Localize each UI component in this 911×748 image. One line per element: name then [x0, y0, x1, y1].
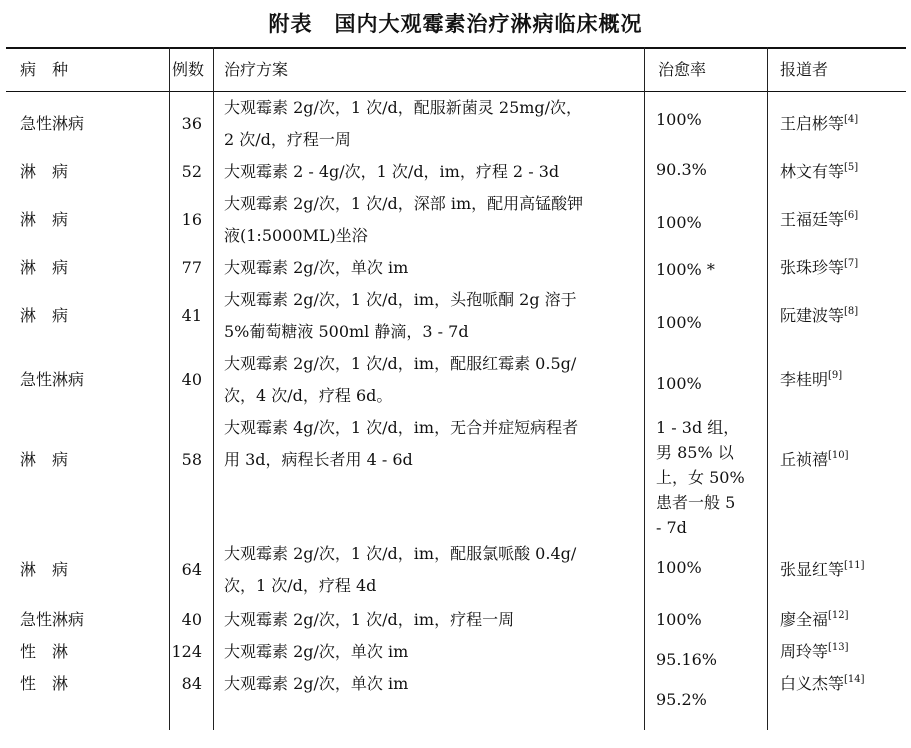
row-rate-line: 男 85% 以 [656, 443, 734, 462]
reference-marker: [4] [844, 114, 859, 125]
row-rate-line: 上，女 50% [656, 468, 745, 487]
row-rate: 100% [656, 374, 702, 393]
header-reporter: 报道者 [780, 60, 829, 79]
row-reporter: 林文有等[5] [780, 162, 859, 181]
header-regimen: 治疗方案 [224, 60, 289, 79]
row-cases: 124 [171, 642, 202, 661]
reference-marker: [11] [844, 560, 865, 571]
row-cases: 77 [181, 258, 202, 277]
row-cases: 84 [181, 674, 202, 693]
row-regimen-line: 大观霉素 4g/次，1 次/d，im，无合并症短病程者 [224, 418, 579, 437]
row-reporter: 张显红等[11] [780, 560, 865, 579]
row-regimen-line: 大观霉素 2g/次，1 次/d，im，头孢哌酮 2g 溶于 [224, 290, 577, 309]
column-divider [644, 47, 645, 730]
row-rate: 100% * [656, 260, 715, 279]
row-reporter: 张珠珍等[7] [780, 258, 859, 277]
row-regimen-line: 大观霉素 2g/次，1 次/d，配服新菌灵 25mg/次， [224, 98, 583, 117]
row-disease: 淋 病 [20, 450, 69, 469]
row-rate-line: - 7d [656, 518, 687, 537]
top-rule [6, 47, 906, 49]
row-rate: 100% [656, 213, 702, 232]
row-regimen-line: 5%葡萄糖液 500ml 静滴，3 - 7d [224, 322, 469, 341]
row-cases: 40 [181, 610, 202, 629]
row-disease: 淋 病 [20, 306, 69, 325]
row-cases: 40 [181, 370, 202, 389]
row-cases: 52 [181, 162, 202, 181]
row-rate: 95.2% [656, 690, 707, 709]
row-disease: 淋 病 [20, 162, 69, 181]
row-regimen-line: 次，1 次/d，疗程 4d [224, 576, 377, 595]
reference-marker: [8] [844, 306, 859, 317]
column-divider [767, 47, 768, 730]
row-regimen-line: 大观霉素 2g/次，1 次/d，im，配服红霉素 0.5g/ [224, 354, 577, 373]
reference-marker: [13] [828, 642, 849, 653]
reference-marker: [14] [844, 674, 865, 685]
row-regimen-line: 大观霉素 2g/次，1 次/d，深部 im，配用高锰酸钾 [224, 194, 584, 213]
row-rate: 100% [656, 110, 702, 129]
header-disease: 病 种 [20, 60, 69, 79]
row-reporter: 廖全福[12] [780, 610, 849, 629]
row-rate: 100% [656, 558, 702, 577]
row-disease: 急性淋病 [20, 610, 85, 629]
table-label: 附表 [268, 12, 313, 36]
reference-marker: [6] [844, 210, 859, 221]
header-rate: 治愈率 [658, 60, 707, 79]
reference-marker: [9] [828, 370, 843, 381]
row-reporter: 王福廷等[6] [780, 210, 859, 229]
row-reporter: 白义杰等[14] [780, 674, 865, 693]
row-cases: 41 [181, 306, 202, 325]
row-rate-line: 1 - 3d 组， [656, 418, 740, 437]
row-disease: 淋 病 [20, 258, 69, 277]
row-cases: 64 [181, 560, 202, 579]
row-disease: 急性淋病 [20, 370, 85, 389]
table-caption: 国内大观霉素治疗淋病临床概况 [334, 12, 643, 36]
row-regimen-line: 大观霉素 2g/次，1 次/d，im，配服氯哌酸 0.4g/ [224, 544, 577, 563]
row-reporter: 周玲等[13] [780, 642, 849, 661]
row-cases: 36 [181, 114, 202, 133]
reference-marker: [12] [828, 610, 849, 621]
row-rate: 90.3% [656, 160, 707, 179]
row-rate: 95.16% [656, 650, 718, 669]
row-regimen-line: 2 次/d，疗程一周 [224, 130, 351, 149]
header-cases: 例数 [172, 60, 205, 79]
row-rate-line: 患者一般 5 [656, 493, 736, 512]
row-disease: 性 淋 [20, 642, 69, 661]
reference-marker: [5] [844, 162, 859, 173]
row-regimen-line: 液(1:5000ML)坐浴 [224, 226, 368, 245]
row-regimen-line: 大观霉素 2 - 4g/次，1 次/d，im，疗程 2 - 3d [224, 162, 560, 181]
row-reporter: 王启彬等[4] [780, 114, 859, 133]
row-rate: 100% [656, 610, 702, 629]
row-regimen-line: 用 3d，病程长者用 4 - 6d [224, 450, 413, 469]
row-disease: 淋 病 [20, 210, 69, 229]
row-cases: 58 [181, 450, 202, 469]
row-regimen-line: 大观霉素 2g/次，单次 im [224, 258, 409, 277]
row-regimen-line: 大观霉素 2g/次，单次 im [224, 642, 409, 661]
column-divider [213, 47, 214, 730]
row-disease: 淋 病 [20, 560, 69, 579]
table-title [0, 8, 911, 38]
reference-marker: [10] [828, 450, 849, 461]
row-disease: 性 淋 [20, 674, 69, 693]
row-reporter: 李桂明[9] [780, 370, 843, 389]
row-disease: 急性淋病 [20, 114, 85, 133]
row-reporter: 丘祯禧[10] [780, 450, 849, 469]
row-rate: 100% [656, 313, 702, 332]
row-cases: 16 [181, 210, 202, 229]
row-regimen-line: 大观霉素 2g/次，单次 im [224, 674, 409, 693]
row-regimen-line: 次，4 次/d，疗程 6d。 [224, 386, 393, 405]
row-reporter: 阮建波等[8] [780, 306, 859, 325]
row-regimen-line: 大观霉素 2g/次，1 次/d，im，疗程一周 [224, 610, 515, 629]
reference-marker: [7] [844, 258, 859, 269]
